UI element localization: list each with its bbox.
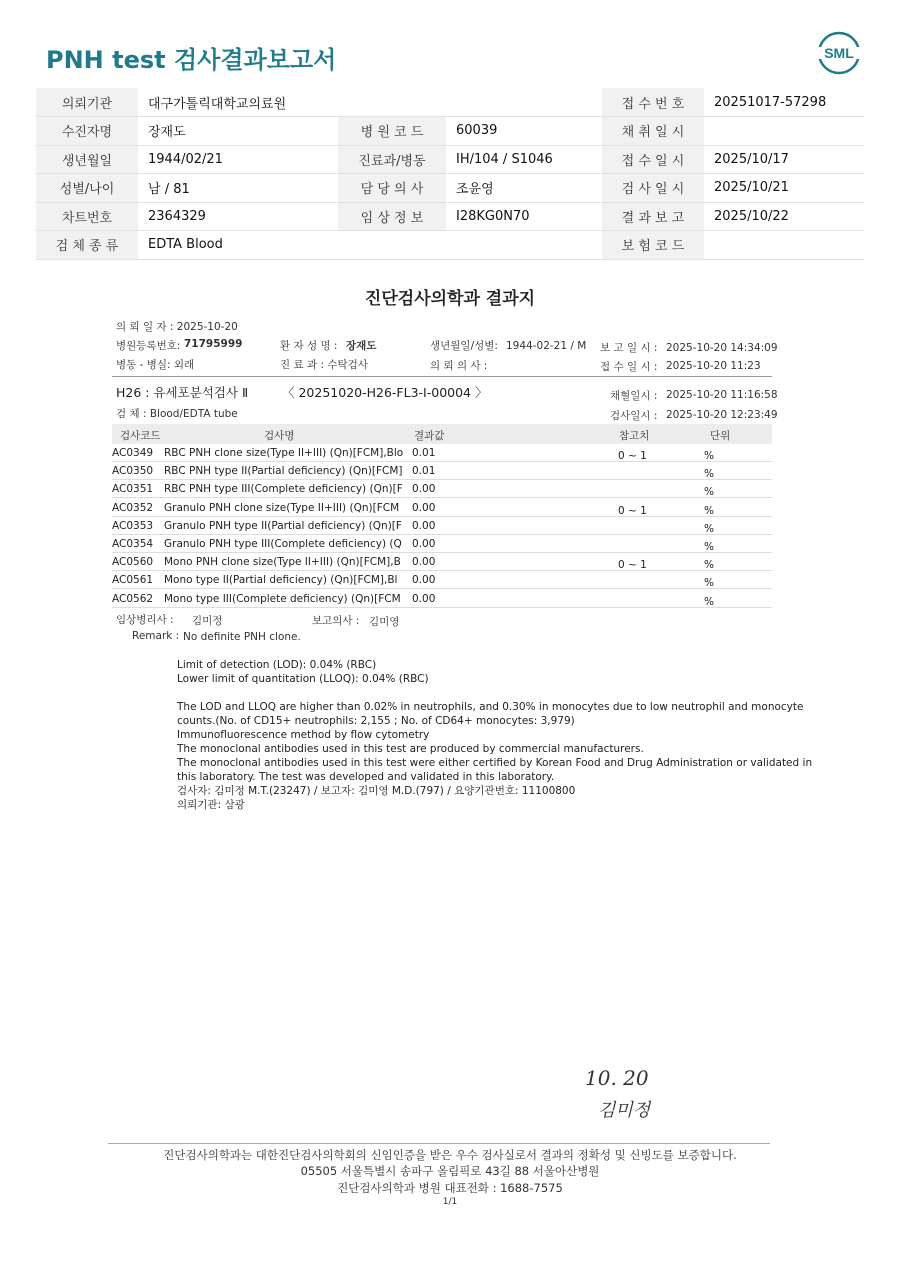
ward: 병동 - 병실: 외래 (116, 359, 195, 371)
footer-line3: 진단검사의학과 병원 대표전화 : 1688-7575 (337, 1181, 563, 1195)
cell-name: RBC PNH clone size(Type II+III) (Qn)[FCM],Blo (164, 447, 404, 459)
specimen: 검 체 : Blood/EDTA tube (116, 408, 238, 420)
page-number: 1/1 (442, 1197, 458, 1207)
info-label: 접 수 일 시 (602, 145, 704, 174)
cell-code: AC0562 (112, 592, 154, 605)
info-row (36, 174, 864, 203)
cell-result: 0.00 (412, 556, 436, 569)
note-line: Limit of detection (LOD): 0.04% (RBC) (177, 659, 377, 671)
info-label: 보 험 코 드 (602, 231, 704, 260)
info-value: 2025/10/22 (704, 202, 864, 231)
info-row (36, 145, 864, 174)
dept: 진 료 과 : 수탁검사 (280, 359, 368, 371)
footer-line2: 05505 서울특별시 송파구 올림픽로 43길 88 서울아산병원 (300, 1164, 600, 1178)
note-line: 검사자: 김미정 M.T.(23247) / 보고자: 김미영 M.D.(797) / 요양기관번호: 11100800 (177, 785, 576, 797)
cell-unit: % (704, 468, 714, 481)
report-dt: 2025-10-20 14:34:09 (666, 342, 778, 354)
report-dt-label: 보 고 일 시 : (600, 342, 658, 354)
info-label: 성별/나이 (36, 174, 138, 203)
report-title: PNH test 검사결과보고서 (46, 46, 337, 74)
note-line: this laboratory. The test was developed and validated in this laboratory. (177, 771, 555, 783)
cell-code: AC0350 (112, 465, 154, 478)
col-unit: 단위 (710, 430, 731, 442)
cell-name: Mono PNH clone size(Type II+III) (Qn)[FCM],B (164, 556, 401, 569)
info-value: 대구가톨릭대학교의료원 (138, 88, 602, 117)
table-row (112, 553, 772, 571)
cell-result: 0.00 (412, 501, 436, 514)
info-value: 20251017-57298 (704, 88, 864, 117)
col-code: 검사코드 (120, 430, 161, 442)
info-label: 접 수 번 호 (602, 88, 704, 117)
collect-label: 채혈일시 : (610, 390, 658, 402)
info-label: 진료과/병동 (338, 145, 446, 174)
note-line: Lower limit of quantitation (LLOQ): 0.04% (RBC) (177, 673, 429, 685)
cell-unit: % (704, 450, 714, 462)
col-ref: 참고치 (619, 430, 650, 442)
cell-result: 0.00 (412, 483, 436, 496)
cell-unit: % (704, 577, 714, 590)
doc-title: 진단검사의학과 결과지 (364, 289, 536, 309)
info-label: 임 상 정 보 (338, 202, 446, 231)
reporter: 김미영 (369, 616, 400, 628)
cell-unit: % (704, 595, 714, 608)
cell-unit: % (704, 504, 714, 517)
info-value (704, 117, 864, 146)
collect-dt: 2025-10-20 11:16:58 (666, 389, 778, 401)
table-row (112, 590, 772, 608)
cell-code: AC0561 (112, 574, 154, 587)
table-row (112, 535, 772, 553)
note-line: 의뢰기관: 삼광 (177, 799, 245, 811)
info-row (36, 202, 864, 231)
handwritten-signature: 김미정 (598, 1100, 651, 1121)
info-label: 채 취 일 시 (602, 117, 704, 146)
info-value: 남 / 81 (138, 174, 338, 203)
birth-value: 1944-02-21 / M (506, 340, 587, 352)
receipt-dt-label: 접 수 일 시 : (600, 361, 658, 373)
cell-code: AC0352 (112, 501, 154, 514)
results-table-header (112, 424, 772, 444)
cell-code: AC0354 (112, 538, 154, 550)
svg-text:SML: SML (824, 45, 854, 61)
cell-name: Granulo PNH type III(Complete deficiency) (Q (164, 538, 402, 550)
cell-unit: % (704, 486, 714, 499)
info-label: 차트번호 (36, 202, 138, 231)
divider (112, 376, 772, 377)
info-row (36, 88, 864, 117)
info-label: 결 과 보 고 (602, 202, 704, 231)
cell-code: AC0351 (112, 483, 154, 496)
cell-unit: % (704, 541, 714, 553)
cell-unit: % (704, 522, 714, 535)
info-label: 수진자명 (36, 117, 138, 146)
info-label: 의뢰기관 (36, 88, 138, 117)
info-label: 검 사 일 시 (602, 174, 704, 203)
handwritten-date: 10. 20 (585, 1066, 649, 1090)
table-row (112, 444, 772, 462)
info-value: I28KG0N70 (446, 202, 602, 231)
cell-ref: 0 ~ 1 (618, 559, 647, 572)
table-row (112, 517, 772, 535)
exam-label: 검사일시 : (610, 410, 658, 422)
test-name: H26 : 유세포분석검사 Ⅱ (116, 385, 249, 400)
cell-result: 0.00 (412, 574, 436, 587)
col-name: 검사명 (264, 430, 295, 442)
info-row (36, 231, 864, 260)
info-label: 병 원 코 드 (338, 117, 446, 146)
reg-no-label: 병원등록번호: (116, 340, 181, 352)
cell-code: AC0353 (112, 519, 154, 532)
table-row (112, 571, 772, 589)
table-row (112, 499, 772, 517)
info-value: 60039 (446, 117, 602, 146)
reg-no: 71795999 (184, 338, 243, 350)
info-value: 장재도 (138, 117, 338, 146)
patient-name: 장재도 (346, 340, 377, 352)
cell-name: Granulo PNH type II(Partial deficiency) (Qn)[F (164, 519, 402, 532)
patient-info-table (36, 88, 864, 260)
doctor: 의 뢰 의 사 : (430, 360, 488, 372)
info-value: 1944/02/21 (138, 145, 338, 174)
receipt-dt: 2025-10-20 11:23 (666, 360, 761, 372)
cell-name: Mono type II(Partial deficiency) (Qn)[FCM],Bl (164, 574, 398, 587)
cell-name: Mono type III(Complete deficiency) (Qn)[FCM (164, 592, 401, 605)
note-line: The monoclonal antibodies used in this test were either certified by Korean Food and Drug Administration or validated in (177, 757, 813, 769)
info-value: EDTA Blood (138, 231, 602, 260)
cell-result: 0.00 (412, 519, 436, 532)
cell-unit: % (704, 559, 714, 572)
info-value: IH/104 / S1046 (446, 145, 602, 174)
sml-logo (816, 30, 862, 76)
remark: No definite PNH clone. (183, 631, 301, 643)
note-line: Immunofluorescence method by flow cytometry (177, 729, 430, 741)
info-value: 2025/10/17 (704, 145, 864, 174)
cell-name: Granulo PNH clone size(Type II+III) (Qn)[FCM (164, 501, 400, 514)
info-label: 검 체 종 류 (36, 231, 138, 260)
reporter-label: 보고의사 : (312, 615, 360, 627)
col-result: 결과값 (414, 430, 445, 442)
info-value (704, 231, 864, 260)
note-line: counts.(No. of CD15+ neutrophils: 2,155 ; No. of CD64+ monocytes: 3,979) (177, 715, 575, 727)
note-line: The LOD and LLOQ are higher than 0.02% in neutrophils, and 0.30% in monocytes due to low neutrophil and monocyte (177, 701, 804, 713)
cell-name: RBC PNH type II(Partial deficiency) (Qn)[FCM] (164, 465, 403, 478)
cell-result: 0.00 (412, 592, 436, 605)
info-label: 담 당 의 사 (338, 174, 446, 203)
cell-ref: 0 ~ 1 (618, 450, 647, 462)
cell-ref: 0 ~ 1 (618, 504, 647, 517)
info-value: 2364329 (138, 202, 338, 231)
birth-label: 생년월일/성별: (430, 340, 498, 352)
cell-code: AC0349 (112, 447, 154, 459)
info-label: 생년월일 (36, 145, 138, 174)
cell-code: AC0560 (112, 556, 154, 569)
remark-label: Remark : (132, 630, 180, 642)
footer-divider (108, 1143, 770, 1144)
pathologist-label: 임상병리사 : (116, 614, 174, 626)
pathologist: 김미정 (192, 615, 223, 627)
request-date: 의 뢰 일 자 : 2025-10-20 (116, 321, 238, 333)
info-value: 2025/10/21 (704, 174, 864, 203)
info-value: 조윤영 (446, 174, 602, 203)
cell-name: RBC PNH type III(Complete deficiency) (Qn)[F (164, 483, 403, 496)
note-line: The monoclonal antibodies used in this test are produced by commercial manufacturers. (177, 743, 644, 755)
table-row (112, 462, 772, 480)
patient-label: 환 자 성 명 : (280, 340, 338, 352)
cell-result: 0.01 (412, 465, 436, 478)
cell-result: 0.00 (412, 538, 436, 550)
cell-result: 0.01 (412, 447, 436, 459)
test-id: 〈 20251020-H26-FL3-I-00004 〉 (282, 385, 488, 400)
footer-line1: 진단검사의학과는 대한진단검사의학회의 신임인증을 받은 우수 검사실로서 결과의 정확성 및 신빙도를 보증합니다. (163, 1148, 737, 1162)
info-row (36, 117, 864, 146)
table-row (112, 480, 772, 498)
exam-dt: 2025-10-20 12:23:49 (666, 409, 778, 421)
